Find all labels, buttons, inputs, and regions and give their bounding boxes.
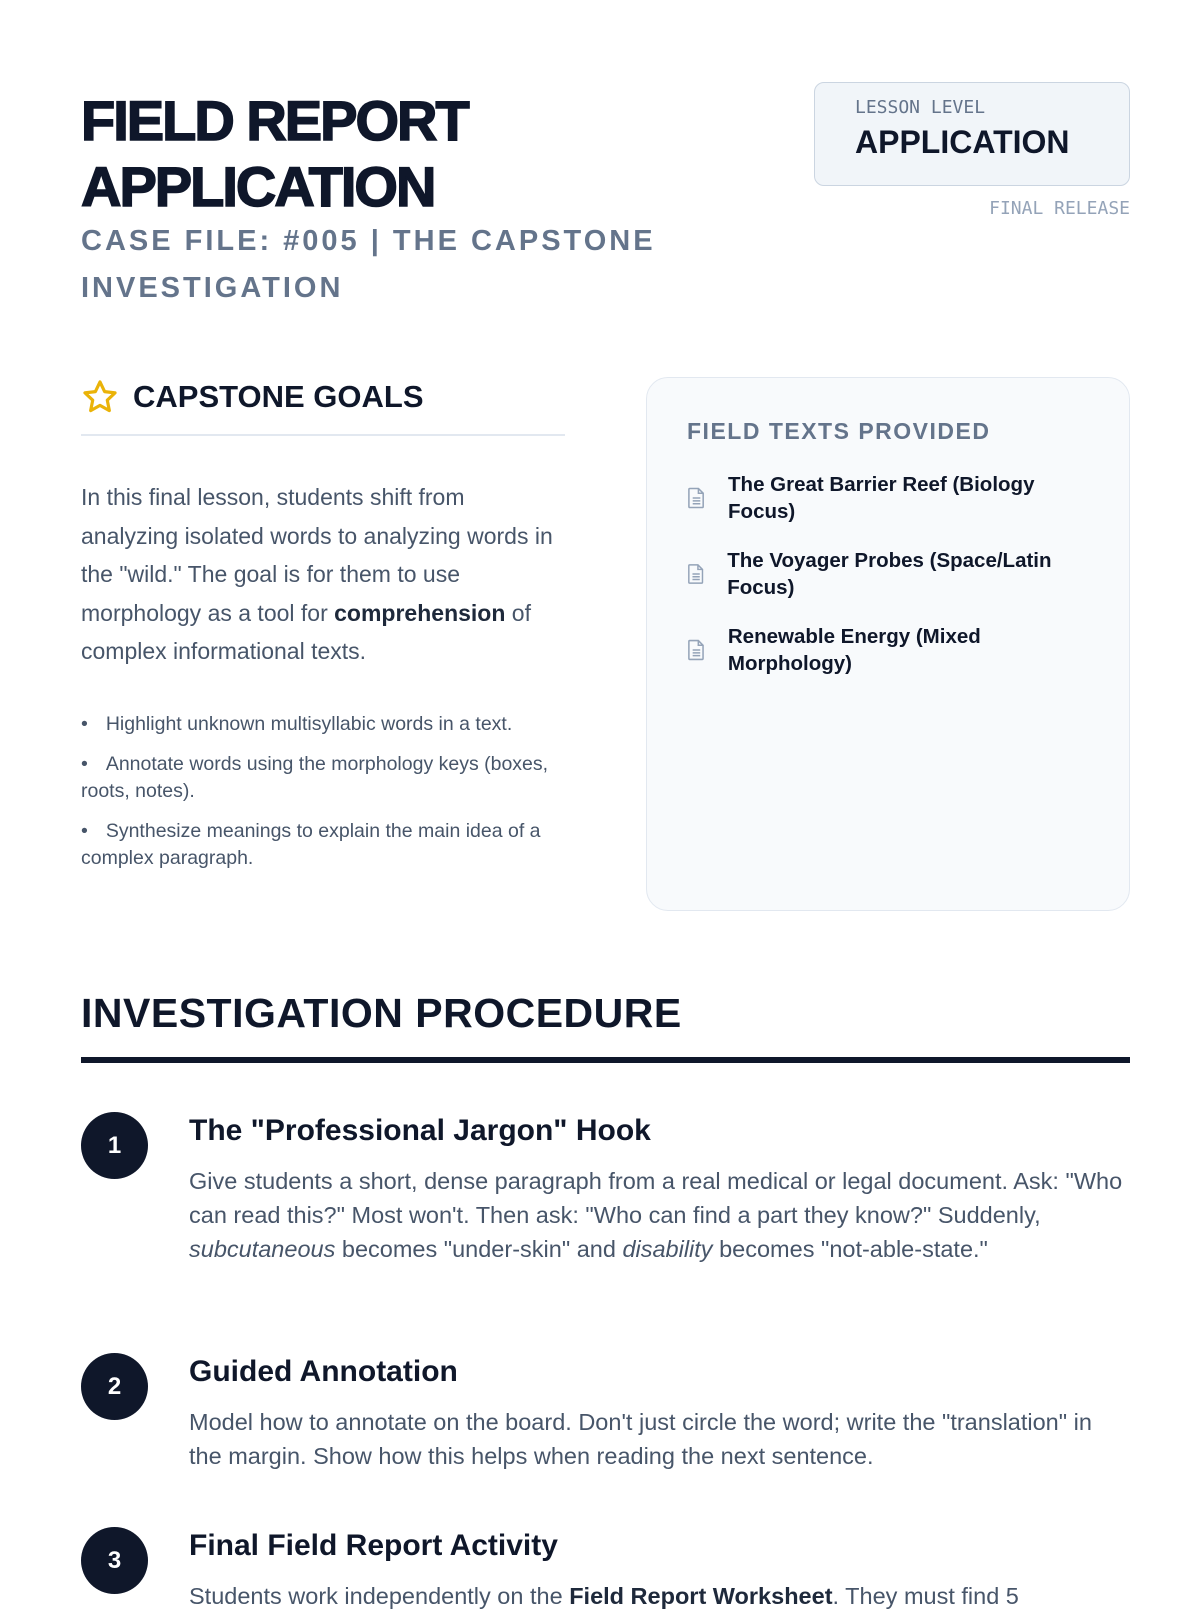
field-texts-title: FIELD TEXTS PROVIDED [687,418,991,444]
list-item: The Great Barrier Reef (Biology Focus) [687,471,1089,525]
list-item: • Highlight unknown multisyllabic words in a text. [81,711,565,738]
goals-paragraph: In this final lesson, students shift from analyzing isolated words to analyzing words in the "wild." The goal is for them to use morphology as a tool for comprehension of complex informational texts. [81,484,553,664]
case-file-subtitle: CASE FILE: #005 | THE CAPSTONE INVESTIGATION [81,225,656,304]
list-item: • Annotate words using the morphology keys (boxes, roots, notes). [81,751,565,805]
goals-title: CAPSTONE GOALS [133,379,424,414]
investigation-procedure [81,990,1130,1063]
list-item: The Voyager Probes (Space/Latin Focus) [687,547,1089,601]
procedure-title: INVESTIGATION PROCEDURE [81,990,1130,1063]
document-icon [687,486,706,510]
lesson-level-badge: LESSON LEVEL APPLICATION [814,82,1130,186]
list-item: • Synthesize meanings to explain the main idea of a complex paragraph. [81,818,565,872]
field-texts-panel [646,377,1130,911]
list-item: Renewable Energy (Mixed Morphology) [687,623,1089,677]
document-icon [687,562,705,586]
goals-list [81,711,565,872]
release-label: FINAL RELEASE [989,198,1130,219]
star-icon [81,378,119,416]
page-title: FIELD REPORT APPLICATION [81,89,468,218]
document-icon [687,638,706,662]
capstone-goals [81,378,565,885]
